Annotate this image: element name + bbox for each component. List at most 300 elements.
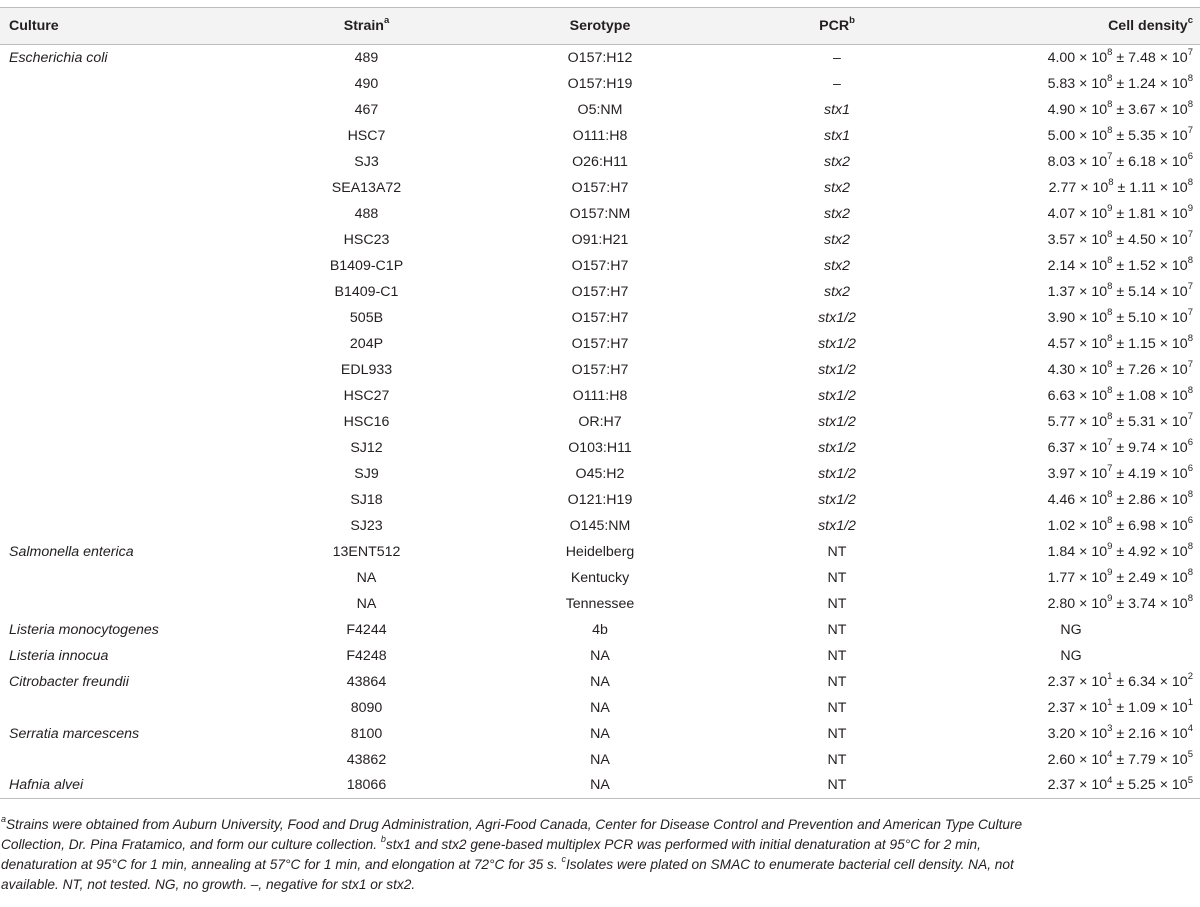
table-row xyxy=(0,747,1200,773)
density-mean-exponent: 7 xyxy=(1107,462,1113,474)
density-sd-exponent: 9 xyxy=(1187,202,1193,214)
strain-cell: NA xyxy=(356,569,377,586)
serotype-cell: O45:H2 xyxy=(575,465,625,482)
pcr-cell: NT xyxy=(827,647,847,664)
strain-cell: SJ23 xyxy=(350,517,383,534)
density-mean: 3.57 xyxy=(1047,231,1076,248)
strain-cell: 8090 xyxy=(350,699,383,716)
table-row xyxy=(0,383,1200,409)
table-row xyxy=(0,461,1200,487)
density-sd: 5.10 xyxy=(1128,309,1156,326)
header-serotype: Serotype xyxy=(569,18,631,34)
footnote-line-4: available. NT, not tested. NG, no growth. –, negative for stx1 or stx2. xyxy=(1,877,416,892)
pcr-cell: NT xyxy=(827,777,847,794)
strain-cell: HSC23 xyxy=(343,231,390,248)
density-sd-exponent: 2 xyxy=(1187,670,1193,682)
header-row xyxy=(0,8,1200,45)
cell-density-cell: $5.83 \times 10^8 \pm 1.24 \times 10^8$ xyxy=(1047,72,1193,92)
serotype-cell: O157:NM xyxy=(569,205,631,222)
density-sd: 5.25 xyxy=(1128,777,1156,794)
pcr-cell: stx1/2 xyxy=(818,387,856,404)
culture-cell xyxy=(0,747,265,773)
strain-cell: HSC7 xyxy=(347,127,386,144)
density-sd: 1.24 xyxy=(1128,75,1156,92)
serotype-cell: NA xyxy=(590,725,610,742)
pcr-cell: stx2 xyxy=(823,205,851,222)
serotype-cell: OR:H7 xyxy=(578,413,622,430)
pcr-cell: stx2 xyxy=(823,257,851,274)
density-mean: 1.37 xyxy=(1047,283,1076,300)
footnote-sup-c: c xyxy=(561,854,566,865)
cell-density-cell: $3.20 \times 10^3 \pm 2.16 \times 10^4$ xyxy=(1047,722,1193,742)
table-row xyxy=(0,45,1200,71)
serotype-cell: Kentucky xyxy=(570,569,630,586)
cell-density-cell: $1.37 \times 10^8 \pm 5.14 \times 10^7$ xyxy=(1047,280,1193,300)
culture-cell xyxy=(0,357,265,383)
density-mean-exponent: 7 xyxy=(1107,436,1113,448)
density-mean-exponent: 9 xyxy=(1107,202,1113,214)
density-mean-exponent: 8 xyxy=(1107,228,1113,240)
serotype-cell: Heidelberg xyxy=(565,543,635,560)
culture-cell xyxy=(0,383,265,409)
culture-cell xyxy=(0,279,265,305)
cell-density-cell: $2.77 \times 10^8 \pm 1.11 \times 10^8$ xyxy=(1048,176,1193,196)
table-row xyxy=(0,487,1200,513)
density-sd-exponent: 6 xyxy=(1187,150,1193,162)
table-row xyxy=(0,409,1200,435)
table-row xyxy=(0,123,1200,149)
pcr-cell: stx2 xyxy=(823,231,851,248)
density-mean: 6.37 xyxy=(1047,439,1076,456)
pcr-cell: stx1/2 xyxy=(818,361,856,378)
density-mean: 3.97 xyxy=(1047,465,1076,482)
density-mean-exponent: 8 xyxy=(1107,514,1113,526)
density-mean: 2.37 xyxy=(1047,699,1076,716)
serotype-cell: O157:H12 xyxy=(567,49,633,66)
density-mean-exponent: 8 xyxy=(1107,488,1113,500)
strain-cell: F4244 xyxy=(346,621,387,638)
cell-density-cell: NG xyxy=(1060,621,1082,638)
serotype-cell: 4b xyxy=(592,621,608,638)
density-mean: 5.77 xyxy=(1047,413,1076,430)
serotype-cell: O157:H7 xyxy=(571,361,629,378)
density-mean: 4.07 xyxy=(1047,205,1076,222)
culture-cell: Hafnia alvei xyxy=(9,777,84,794)
density-mean-exponent: 8 xyxy=(1107,47,1113,59)
strain-cell: 467 xyxy=(354,101,379,118)
culture-cell xyxy=(0,123,265,149)
density-sd-exponent: 8 xyxy=(1187,540,1193,552)
table-row xyxy=(0,331,1200,357)
density-mean: 4.46 xyxy=(1047,491,1076,508)
density-sd: 2.49 xyxy=(1128,569,1156,586)
table-row xyxy=(0,591,1200,617)
cell-density-cell: $3.97 \times 10^7 \pm 4.19 \times 10^6$ xyxy=(1047,462,1193,482)
density-sd: 6.98 xyxy=(1128,517,1156,534)
cell-density-cell: $5.77 \times 10^8 \pm 5.31 \times 10^7$ xyxy=(1047,410,1193,430)
density-sd-exponent: 7 xyxy=(1187,306,1193,318)
serotype-cell: O111:H8 xyxy=(572,387,628,404)
density-sd-exponent: 8 xyxy=(1187,72,1193,84)
serotype-cell: O26:H11 xyxy=(572,153,628,170)
culture-cell xyxy=(0,201,265,227)
strain-cell: 505B xyxy=(349,309,384,326)
density-sd: 7.48 xyxy=(1128,49,1156,66)
cell-density-cell: $2.14 \times 10^8 \pm 1.52 \times 10^8$ xyxy=(1047,254,1193,274)
serotype-cell: Tennessee xyxy=(565,595,635,612)
strain-cell: 489 xyxy=(354,49,379,66)
density-mean-exponent: 8 xyxy=(1107,72,1113,84)
density-sd-exponent: 8 xyxy=(1187,176,1193,188)
culture-cell xyxy=(0,253,265,279)
density-mean-exponent: 8 xyxy=(1107,280,1113,292)
cell-density-cell: $5.00 \times 10^8 \pm 5.35 \times 10^7$ xyxy=(1047,124,1193,144)
density-sd-exponent: 7 xyxy=(1187,280,1193,292)
table-row xyxy=(0,149,1200,175)
cell-density-cell: $1.84 \times 10^9 \pm 4.92 \times 10^8$ xyxy=(1047,540,1193,560)
density-mean: 3.90 xyxy=(1047,309,1076,326)
culture-table xyxy=(0,7,1200,799)
cell-density-cell: $2.60 \times 10^4 \pm 7.79 \times 10^5$ xyxy=(1047,748,1193,768)
cell-density-cell: $3.57 \times 10^8 \pm 4.50 \times 10^7$ xyxy=(1047,228,1193,248)
pcr-cell: stx1/2 xyxy=(818,335,856,352)
density-sd-exponent: 8 xyxy=(1187,488,1193,500)
strain-cell: 43862 xyxy=(346,751,387,768)
serotype-cell: NA xyxy=(590,647,610,664)
cell-density-cell: $2.80 \times 10^9 \pm 3.74 \times 10^8$ xyxy=(1047,592,1193,612)
table-row xyxy=(0,97,1200,123)
serotype-cell: NA xyxy=(590,751,610,768)
density-mean: 4.00 xyxy=(1047,49,1076,66)
pcr-cell: stx1/2 xyxy=(818,491,856,508)
pcr-cell: NT xyxy=(827,595,847,612)
pcr-cell: stx1/2 xyxy=(818,517,856,534)
density-mean: 4.90 xyxy=(1047,101,1076,118)
table-row xyxy=(0,539,1200,565)
density-mean-exponent: 4 xyxy=(1107,748,1113,760)
cell-density-cell: $2.37 \times 10^1 \pm 1.09 \times 10^1$ xyxy=(1047,696,1193,716)
strain-cell: 43864 xyxy=(346,673,387,690)
culture-cell xyxy=(0,71,265,97)
serotype-cell: O157:H7 xyxy=(571,309,629,326)
density-sd-exponent: 8 xyxy=(1187,592,1193,604)
density-mean: 2.80 xyxy=(1047,595,1076,612)
pcr-cell: stx1 xyxy=(823,101,851,118)
density-sd: 5.35 xyxy=(1128,127,1156,144)
strain-cell: NA xyxy=(356,595,377,612)
density-mean: 2.14 xyxy=(1047,257,1076,274)
density-sd-exponent: 7 xyxy=(1187,228,1193,240)
strain-cell: SJ18 xyxy=(350,491,383,508)
footnote-line-2: Collection, Dr. Pina Fratamico, and form our culture collection. $^b$stx1 and stx2 gene-based multiplex PCR was performed with initial denaturation at 95°C for 2 min, xyxy=(1,834,981,852)
serotype-cell: NA xyxy=(590,673,610,690)
density-sd: 1.08 xyxy=(1128,387,1156,404)
density-mean-exponent: 8 xyxy=(1107,306,1113,318)
density-sd-exponent: 4 xyxy=(1187,722,1193,734)
density-mean: 2.60 xyxy=(1047,751,1076,768)
cell-density-cell: $4.57 \times 10^8 \pm 1.15 \times 10^8$ xyxy=(1047,332,1193,352)
density-sd-exponent: 7 xyxy=(1187,358,1193,370)
pcr-cell: NT xyxy=(827,543,847,560)
table-row xyxy=(0,71,1200,97)
density-sd: 7.26 xyxy=(1128,361,1156,378)
density-mean-exponent: 9 xyxy=(1107,566,1113,578)
culture-cell xyxy=(0,591,265,617)
density-sd-exponent: 7 xyxy=(1187,410,1193,422)
footnote-mark-b: b xyxy=(849,15,855,27)
pcr-cell: stx1/2 xyxy=(818,465,856,482)
density-sd-exponent: 8 xyxy=(1187,254,1193,266)
culture-cell xyxy=(0,409,265,435)
density-mean-exponent: 8 xyxy=(1107,332,1113,344)
density-sd: 4.19 xyxy=(1128,465,1156,482)
culture-cell xyxy=(0,487,265,513)
culture-cell xyxy=(0,227,265,253)
culture-cell xyxy=(0,513,265,539)
density-sd-exponent: 7 xyxy=(1187,47,1193,59)
pcr-cell: NT xyxy=(827,725,847,742)
table-row xyxy=(0,695,1200,721)
table-row xyxy=(0,721,1200,747)
table-row xyxy=(0,201,1200,227)
cell-density-cell: $4.90 \times 10^8 \pm 3.67 \times 10^8$ xyxy=(1047,98,1193,118)
density-sd: 9.74 xyxy=(1128,439,1156,456)
density-mean: 1.77 xyxy=(1047,569,1076,586)
density-sd: 2.86 xyxy=(1128,491,1156,508)
strain-cell: 8100 xyxy=(350,725,383,742)
table-row xyxy=(0,643,1200,669)
density-sd: 1.11 xyxy=(1129,179,1156,196)
density-mean: 4.57 xyxy=(1047,335,1076,352)
density-sd-exponent: 6 xyxy=(1187,514,1193,526)
density-mean: 6.63 xyxy=(1047,387,1076,404)
serotype-cell: O5:NM xyxy=(577,101,623,118)
pcr-cell: – xyxy=(833,75,841,92)
density-mean-exponent: 8 xyxy=(1107,410,1113,422)
cell-density-cell: $4.00 \times 10^8 \pm 7.48 \times 10^7$ xyxy=(1047,47,1193,66)
table-row xyxy=(0,669,1200,695)
table-row xyxy=(0,435,1200,461)
table-row xyxy=(0,617,1200,643)
density-sd: 4.50 xyxy=(1128,231,1156,248)
serotype-cell: O145:NM xyxy=(569,517,631,534)
table-row xyxy=(0,357,1200,383)
culture-cell xyxy=(0,175,265,201)
culture-cell: Listeria monocytogenes xyxy=(9,621,159,638)
density-mean-exponent: 8 xyxy=(1107,124,1113,136)
pcr-cell: stx2 xyxy=(823,179,851,196)
density-mean: 1.02 xyxy=(1047,517,1076,534)
strain-cell: 18066 xyxy=(346,777,387,794)
header-culture: Culture xyxy=(9,18,59,34)
header-cell-density: Cell density$^c$ xyxy=(1108,15,1193,34)
density-mean: 2.37 xyxy=(1047,777,1076,794)
density-mean: 5.00 xyxy=(1047,127,1076,144)
cell-density-cell: $2.37 \times 10^1 \pm 6.34 \times 10^2$ xyxy=(1047,670,1193,690)
strain-cell: F4248 xyxy=(346,647,387,664)
serotype-cell: O157:H7 xyxy=(571,335,629,352)
strain-cell: HSC16 xyxy=(343,413,390,430)
pcr-cell: stx1 xyxy=(823,127,851,144)
density-mean: 5.83 xyxy=(1047,75,1076,92)
strain-cell: SEA13A72 xyxy=(331,179,402,196)
serotype-cell: O157:H7 xyxy=(571,179,629,196)
density-sd: 1.52 xyxy=(1128,257,1156,274)
density-sd-exponent: 8 xyxy=(1187,98,1193,110)
footnote-line-3: denaturation at 95°C for 1 min, annealing at 57°C for 1 min, and elongation at 72°C for 35 s. $^c$Isolates were plated on SMAC to enumerate bacterial cell density. NA, not xyxy=(1,854,1014,872)
serotype-cell: O103:H11 xyxy=(568,439,632,456)
culture-cell: Listeria innocua xyxy=(9,647,109,664)
table-row xyxy=(0,227,1200,253)
pcr-cell: NT xyxy=(827,673,847,690)
cell-density-cell: $1.02 \times 10^8 \pm 6.98 \times 10^6$ xyxy=(1047,514,1193,534)
cell-density-cell: NG xyxy=(1060,647,1082,664)
cell-density-cell: $2.37 \times 10^4 \pm 5.25 \times 10^5$ xyxy=(1047,774,1193,794)
density-mean-exponent: 8 xyxy=(1108,176,1114,188)
table-row xyxy=(0,175,1200,201)
strain-cell: EDL933 xyxy=(340,361,393,378)
table-row xyxy=(0,279,1200,305)
pcr-cell: stx1/2 xyxy=(818,413,856,430)
strain-cell: HSC27 xyxy=(343,387,390,404)
density-sd-exponent: 8 xyxy=(1187,332,1193,344)
cell-density-cell: $4.46 \times 10^8 \pm 2.86 \times 10^8$ xyxy=(1047,488,1193,508)
serotype-cell: O91:H21 xyxy=(571,231,629,248)
density-sd: 4.92 xyxy=(1128,543,1156,560)
culture-cell: Escherichia coli xyxy=(9,49,108,66)
density-mean: 2.37 xyxy=(1047,673,1076,690)
pcr-cell: stx1/2 xyxy=(818,439,856,456)
serotype-cell: O157:H7 xyxy=(571,257,629,274)
density-mean-exponent: 1 xyxy=(1107,696,1113,708)
serotype-cell: NA xyxy=(590,777,610,794)
density-mean-exponent: 1 xyxy=(1107,670,1113,682)
density-mean-exponent: 7 xyxy=(1107,150,1113,162)
cell-density-cell: $8.03 \times 10^7 \pm 6.18 \times 10^6$ xyxy=(1047,150,1193,170)
footnote-sup-b: b xyxy=(380,834,386,845)
footnote-line-1: $^a$Strains were obtained from Auburn University, Food and Drug Administration, Agri-Food Canada, Center for Disease Control and Prevention and American Type Culture xyxy=(1,814,1023,832)
culture-cell xyxy=(0,435,265,461)
density-mean-exponent: 3 xyxy=(1107,722,1113,734)
cell-density-cell: $3.90 \times 10^8 \pm 5.10 \times 10^7$ xyxy=(1047,306,1193,326)
pcr-cell: NT xyxy=(827,699,847,716)
strain-cell: SJ9 xyxy=(354,465,379,482)
density-mean: 4.30 xyxy=(1047,361,1076,378)
density-mean-exponent: 8 xyxy=(1107,254,1113,266)
strain-cell: B1409-C1 xyxy=(334,283,399,300)
density-mean-exponent: 8 xyxy=(1107,98,1113,110)
cell-density-cell: $6.63 \times 10^8 \pm 1.08 \times 10^8$ xyxy=(1047,384,1193,404)
strain-cell: 13ENT512 xyxy=(332,543,401,560)
table-row xyxy=(0,513,1200,539)
density-sd: 5.31 xyxy=(1128,413,1156,430)
pcr-cell: – xyxy=(833,49,841,66)
serotype-cell: O121:H19 xyxy=(567,491,633,508)
pcr-cell: NT xyxy=(827,751,847,768)
culture-cell: Citrobacter freundii xyxy=(9,673,129,690)
culture-cell xyxy=(0,305,265,331)
cell-density-cell: $4.07 \times 10^9 \pm 1.81 \times 10^9$ xyxy=(1047,202,1193,222)
culture-cell xyxy=(0,97,265,123)
table-row xyxy=(0,253,1200,279)
culture-cell: Serratia marcescens xyxy=(9,725,140,742)
density-sd: 1.81 xyxy=(1128,205,1156,222)
strain-cell: SJ12 xyxy=(350,439,383,456)
density-sd-exponent: 6 xyxy=(1187,462,1193,474)
footnote-mark-c: c xyxy=(1187,15,1193,27)
table-row xyxy=(0,565,1200,591)
density-sd: 1.15 xyxy=(1128,335,1156,352)
density-mean-exponent: 9 xyxy=(1107,592,1113,604)
density-sd: 1.09 xyxy=(1128,699,1156,716)
strain-cell: 488 xyxy=(354,205,379,222)
serotype-cell: O111:H8 xyxy=(572,127,628,144)
cell-density-cell: $1.77 \times 10^9 \pm 2.49 \times 10^8$ xyxy=(1047,566,1193,586)
density-sd-exponent: 1 xyxy=(1187,696,1193,708)
table-header xyxy=(0,8,1200,45)
serotype-cell: O157:H7 xyxy=(571,283,629,300)
culture-cell: Salmonella enterica xyxy=(9,543,134,560)
footnote-sup-a: a xyxy=(1,814,7,825)
density-sd-exponent: 5 xyxy=(1187,774,1193,786)
density-mean: 8.03 xyxy=(1047,153,1076,170)
density-mean: 3.20 xyxy=(1047,725,1076,742)
density-mean-exponent: 4 xyxy=(1107,774,1113,786)
culture-cell xyxy=(0,331,265,357)
density-sd: 2.16 xyxy=(1128,725,1156,742)
density-sd-exponent: 8 xyxy=(1187,566,1193,578)
pcr-cell: stx1/2 xyxy=(818,309,856,326)
culture-cell xyxy=(0,461,265,487)
pcr-cell: stx2 xyxy=(823,153,851,170)
strain-cell: 204P xyxy=(349,335,384,352)
header-pcr: PCR$^b$ xyxy=(819,15,855,34)
density-mean-exponent: 9 xyxy=(1107,540,1113,552)
density-sd-exponent: 6 xyxy=(1187,436,1193,448)
strain-cell: 490 xyxy=(354,75,379,92)
serotype-cell: NA xyxy=(590,699,610,716)
density-sd: 5.14 xyxy=(1128,283,1156,300)
density-mean: 2.77 xyxy=(1048,179,1077,196)
strain-cell: SJ3 xyxy=(354,153,379,170)
strain-cell: B1409-C1P xyxy=(329,257,404,274)
pcr-cell: stx2 xyxy=(823,283,851,300)
cell-density-cell: $6.37 \times 10^7 \pm 9.74 \times 10^6$ xyxy=(1047,436,1193,456)
density-sd: 3.74 xyxy=(1128,595,1156,612)
density-sd-exponent: 7 xyxy=(1187,124,1193,136)
density-sd: 6.34 xyxy=(1128,673,1156,690)
density-sd: 6.18 xyxy=(1128,153,1156,170)
density-sd: 7.79 xyxy=(1128,751,1156,768)
table-body xyxy=(0,45,1200,799)
table-row xyxy=(0,773,1200,799)
table-row xyxy=(0,305,1200,331)
culture-cell xyxy=(0,695,265,721)
density-mean-exponent: 8 xyxy=(1107,358,1113,370)
density-mean-exponent: 8 xyxy=(1107,384,1113,396)
cell-density-cell: $4.30 \times 10^8 \pm 7.26 \times 10^7$ xyxy=(1047,358,1193,378)
header-strain: Strain$^a$ xyxy=(343,15,390,34)
serotype-cell: O157:H19 xyxy=(567,75,633,92)
density-sd-exponent: 5 xyxy=(1187,748,1193,760)
pcr-cell: NT xyxy=(827,621,847,638)
pcr-cell: NT xyxy=(827,569,847,586)
table-footnotes xyxy=(0,815,1200,895)
culture-cell xyxy=(0,149,265,175)
density-sd: 3.67 xyxy=(1128,101,1156,118)
density-sd-exponent: 8 xyxy=(1187,384,1193,396)
density-mean: 1.84 xyxy=(1047,543,1076,560)
